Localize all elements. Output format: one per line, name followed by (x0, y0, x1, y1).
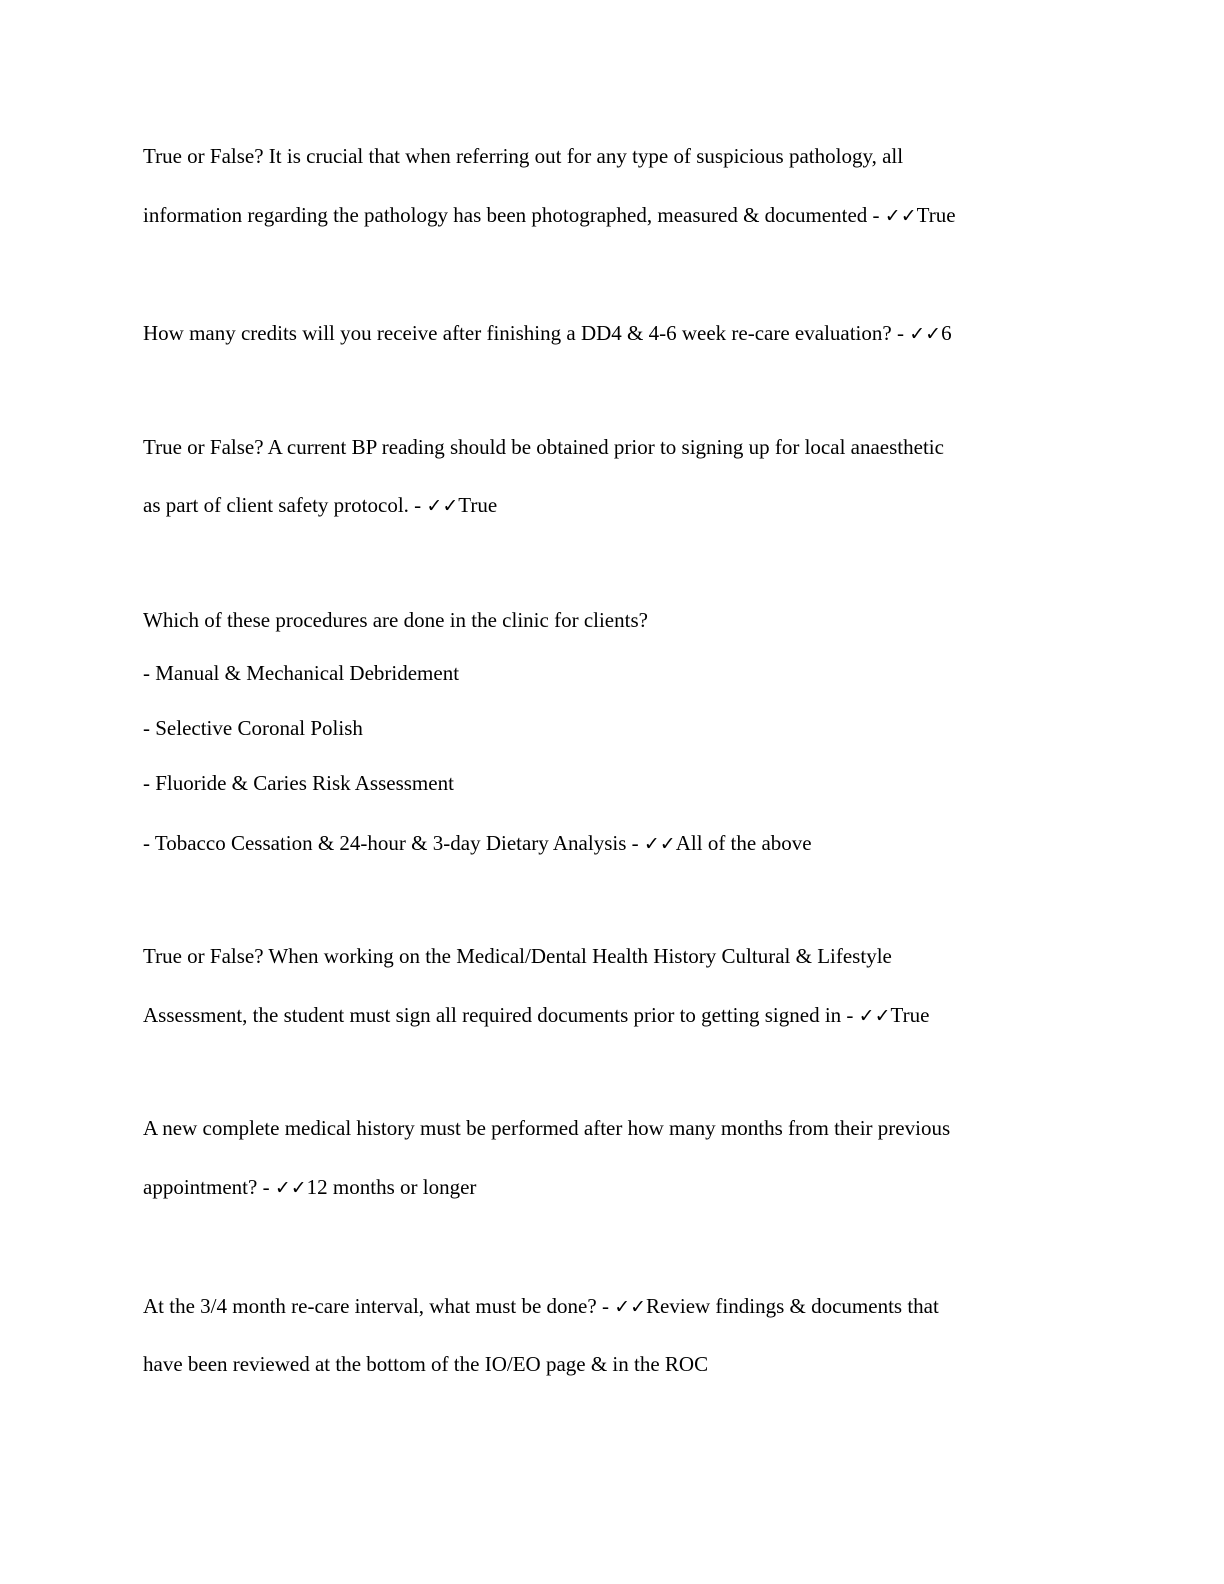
question-5-line-2: Assessment, the student must sign all required documents prior to getting signed in (143, 1003, 842, 1027)
double-check-icon: ✓✓ (643, 833, 676, 855)
question-4-option-4: - Tobacco Cessation & 24-hour & 3-day Dietary Analysis (143, 831, 627, 855)
separator: - (596, 1294, 615, 1318)
answer-3: True (458, 493, 498, 517)
answer-6: 12 months or longer (306, 1175, 477, 1199)
question-4-option-3: - Fluoride & Caries Risk Assessment (143, 771, 454, 795)
answer-4: All of the above (675, 831, 812, 855)
separator: - (626, 831, 644, 855)
question-4-line-1: Which of these procedures are done in the clinic for clients? (143, 608, 648, 632)
question-6-line-1: A new complete medical history must be performed after how many months from their previous (143, 1116, 951, 1140)
qa-1-final-line (143, 205, 956, 226)
question-2-line-1: How many credits will you receive after finishing a DD4 & 4-6 week re-care evaluation? (143, 321, 892, 345)
double-check-icon: ✓✓ (426, 495, 459, 517)
question-5-line-1: True or False? When working on the Medical/Dental Health History Cultural & Lifestyle (143, 944, 892, 968)
qa-3-final-line (143, 495, 497, 516)
question-4-option-2: - Selective Coronal Polish (143, 716, 363, 740)
question-6-line-2: appointment? (143, 1175, 258, 1199)
qa-4-final-line (143, 833, 812, 854)
separator: - (891, 321, 910, 345)
question-4-option-1: - Manual & Mechanical Debridement (143, 661, 460, 685)
qa-2-line (143, 323, 952, 344)
qa-7-line-1 (143, 1296, 939, 1317)
double-check-icon: ✓✓ (614, 1296, 647, 1318)
question-1-line-2: information regarding the pathology has been photographed, measured & documented (143, 203, 868, 227)
question-1-line-1: True or False? It is crucial that when referring out for any type of suspicious pathology, all (143, 144, 904, 168)
answer-7-line-2: have been reviewed at the bottom of the IO/EO page & in the ROC (143, 1352, 709, 1376)
double-check-icon: ✓✓ (884, 205, 917, 227)
answer-1: True (916, 203, 956, 227)
separator: - (408, 493, 427, 517)
qa-5-final-line (143, 1005, 929, 1026)
double-check-icon: ✓✓ (909, 323, 942, 345)
question-3-line-1: True or False? A current BP reading should be obtained prior to signing up for local anaesthetic (143, 435, 944, 459)
qa-6-final-line (143, 1177, 476, 1198)
answer-2: 6 (941, 321, 952, 345)
separator: - (257, 1175, 275, 1199)
double-check-icon: ✓✓ (274, 1177, 307, 1199)
separator: - (867, 203, 885, 227)
separator: - (841, 1003, 859, 1027)
question-3-line-2: as part of client safety protocol. (143, 493, 409, 517)
answer-5: True (890, 1003, 930, 1027)
double-check-icon: ✓✓ (858, 1005, 891, 1027)
question-7-line-1: At the 3/4 month re-care interval, what must be done? (143, 1294, 597, 1318)
answer-7-line-1: Review findings & documents that (646, 1294, 939, 1318)
